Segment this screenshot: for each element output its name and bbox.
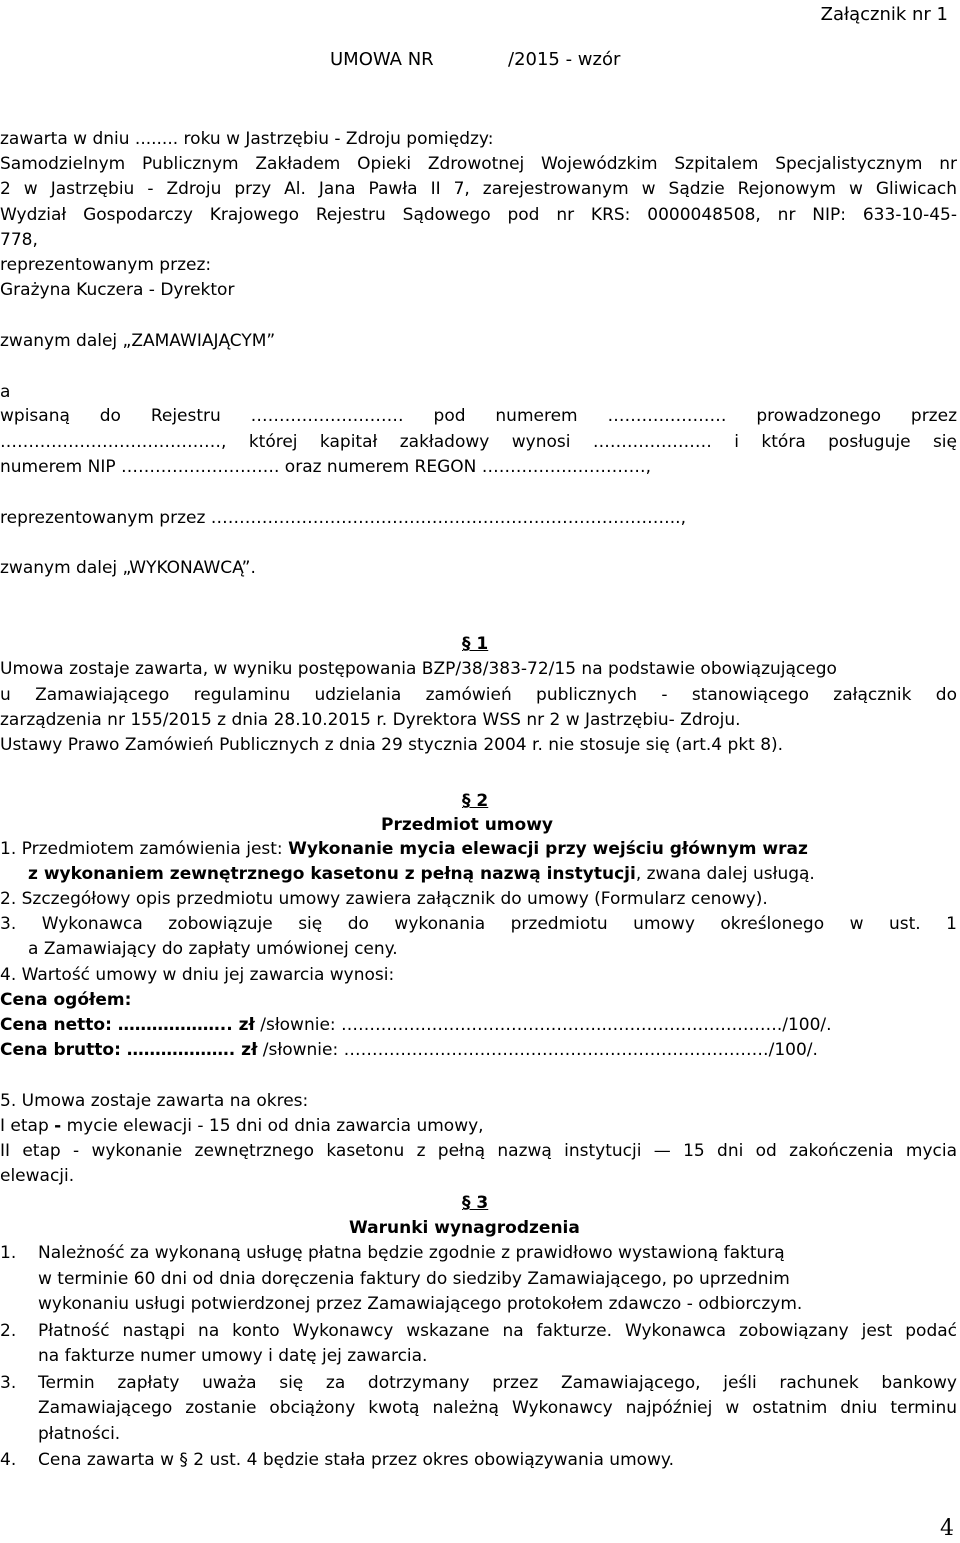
section-3-item-1: Należność za wykonaną usługę płatna będzie zgodnie z prawidłowo wystawioną fakturą bbox=[38, 1243, 785, 1263]
item-bold-text: Wykonanie mycia elewacji przy wejściu głównym wraz bbox=[288, 839, 808, 859]
section-2-item-1-cont bbox=[28, 863, 815, 885]
director-name: Grażyna Kuczera - Dyrektor bbox=[0, 280, 235, 300]
intro-line: reprezentowanym przez ……………………………………………………………………….., bbox=[0, 508, 686, 528]
total-price-label: Cena ogółem: bbox=[0, 990, 132, 1010]
section-1-line: Ustawy Prawo Zamówień Publicznych z dnia 29 stycznia 2004 r. nie stosuje się (art.4 pkt 8). bbox=[0, 735, 784, 755]
section-3-item-2: na fakturze numer umowy i datę jej zawarcia. bbox=[38, 1346, 428, 1366]
stage-2-line: II etap - wykonanie zewnętrznego kasetonu z pełną nazwą instytucji — 15 dni od zakończenia mycia bbox=[0, 1141, 957, 1161]
intro-line: a bbox=[0, 382, 11, 402]
section-3-item-number: 1. bbox=[0, 1243, 17, 1263]
contract-title-template: /2015 - wzór bbox=[508, 49, 621, 70]
section-3-item-3: Zamawiającego zostanie obciążony kwotą należną Wykonawcy najpóźniej w ostatnim dniu terminu bbox=[38, 1398, 957, 1418]
intro-line: zwanym dalej „ZAMAWIAJĄCYM” bbox=[0, 331, 276, 351]
annex-label: Załącznik nr 1 bbox=[820, 4, 948, 25]
intro-line: Samodzielnym Publicznym Zakładem Opieki Zdrowotnej Wojewódzkim Szpitalem Specjalistycznym nr bbox=[0, 154, 957, 174]
gross-price-line bbox=[0, 1039, 818, 1061]
item-text: , zwana dalej usługą. bbox=[635, 864, 815, 884]
section-1-line: Umowa zostaje zawarta, w wyniku postępowania BZP/38/383-72/15 na podstawie obowiązującego bbox=[0, 659, 837, 679]
section-2-item-1 bbox=[0, 838, 808, 860]
gross-price-words: /słownie: …………………………………………………………………/100/. bbox=[257, 1040, 818, 1060]
stage-text: mycie elewacji - 15 dni od dnia zawarcia umowy, bbox=[61, 1116, 484, 1136]
section-3-mark: § 3 bbox=[462, 1193, 489, 1213]
item-text: 1. Przedmiotem zamówienia jest: bbox=[0, 839, 289, 859]
section-2-item-3: 3. Wykonawca zobowiązuje się do wykonania przedmiotu umowy określonego w ust. 1 bbox=[0, 914, 957, 934]
section-3-item-2: Płatność nastąpi na konto Wykonawcy wskazane na fakturze. Wykonawca zobowiązany jest podać bbox=[38, 1321, 957, 1341]
section-3-item-4: Cena zawarta w § 2 ust. 4 będzie stała przez okres obowiązywania umowy. bbox=[38, 1450, 674, 1470]
gross-price-label: Cena brutto: ………………. zł bbox=[0, 1040, 258, 1060]
section-3-item-1: w terminie 60 dni od dnia doręczenia faktury do siedziby Zamawiającego, po uprzednim bbox=[38, 1269, 790, 1289]
section-1-line: zarządzenia nr 155/2015 z dnia 28.10.2015 r. Dyrektora WSS nr 2 w Jastrzębiu- Zdroju. bbox=[0, 710, 741, 730]
intro-line: Wydział Gospodarczy Krajowego Rejestru Sądowego pod nr KRS: 0000048508, nr NIP: 633-10-45- bbox=[0, 205, 957, 225]
intro-line: numerem NIP ………………………. oraz numerem REGON ……………..…………, bbox=[0, 457, 651, 477]
contract-title-number: UMOWA NR bbox=[330, 49, 434, 70]
section-2-item-3-cont: a Zamawiający do zapłaty umówionej ceny. bbox=[28, 939, 398, 959]
section-2-mark: § 2 bbox=[462, 791, 489, 811]
section-1-mark: § 1 bbox=[462, 634, 489, 654]
intro-line: zwanym dalej „WYKONAWCĄ”. bbox=[0, 558, 256, 578]
section-3-item-number: 4. bbox=[0, 1450, 17, 1470]
section-3-item-number: 3. bbox=[0, 1373, 17, 1393]
intro-line: …………………………………, której kapitał zakładowy wynosi ………………… i która posługuje się bbox=[0, 432, 957, 452]
intro-line: reprezentowanym przez: bbox=[0, 255, 212, 275]
net-price-words: /słownie: ………………………………………..…………………………./100/. bbox=[254, 1015, 832, 1035]
section-2-item-5: 5. Umowa zostaje zawarta na okres: bbox=[0, 1091, 309, 1111]
section-3-item-3: Termin zapłaty uważa się za dotrzymany przez Zamawiającego, jeśli rachunek bankowy bbox=[38, 1373, 957, 1393]
item-bold-text: z wykonaniem zewnętrznego kasetonu z pełną nazwą instytucji bbox=[28, 864, 636, 884]
intro-line: zawarta w dniu ........ roku w Jastrzębiu - Zdroju pomiędzy: bbox=[0, 129, 494, 149]
net-price-line bbox=[0, 1014, 832, 1036]
section-3-heading: Warunki wynagrodzenia bbox=[349, 1218, 580, 1238]
stage-1-line bbox=[0, 1115, 484, 1137]
section-1-line: u Zamawiającego regulaminu udzielania zamówień publicznych - stanowiącego załącznik do bbox=[0, 685, 957, 705]
section-2-item-4: 4. Wartość umowy w dniu jej zawarcia wynosi: bbox=[0, 965, 395, 985]
section-3-item-number: 2. bbox=[0, 1321, 17, 1341]
stage-2-line-cont: elewacji. bbox=[0, 1166, 75, 1186]
stage-dash: - bbox=[54, 1116, 62, 1136]
page-number: 4 bbox=[940, 1516, 954, 1541]
section-2-item-2: 2. Szczegółowy opis przedmiotu umowy zawiera załącznik do umowy (Formularz cenowy). bbox=[0, 889, 768, 909]
net-price-label: Cena netto: ……………….. zł bbox=[0, 1015, 255, 1035]
intro-line: wpisaną do Rejestru ……………………… pod numerem ………………… prowadzonego przez bbox=[0, 406, 957, 426]
stage-text: I etap bbox=[0, 1116, 55, 1136]
intro-line: 778, bbox=[0, 230, 38, 250]
section-3-item-1: wykonaniu usługi potwierdzonej przez Zamawiającego protokołem zdawczo - odbiorczym. bbox=[38, 1294, 803, 1314]
section-2-heading: Przedmiot umowy bbox=[381, 815, 553, 835]
intro-line: 2 w Jastrzębiu - Zdroju przy Al. Jana Pawła II 7, zarejestrowanym w Sądzie Rejonowym w Gliwicach bbox=[0, 179, 957, 199]
section-3-item-3: płatności. bbox=[38, 1424, 121, 1444]
